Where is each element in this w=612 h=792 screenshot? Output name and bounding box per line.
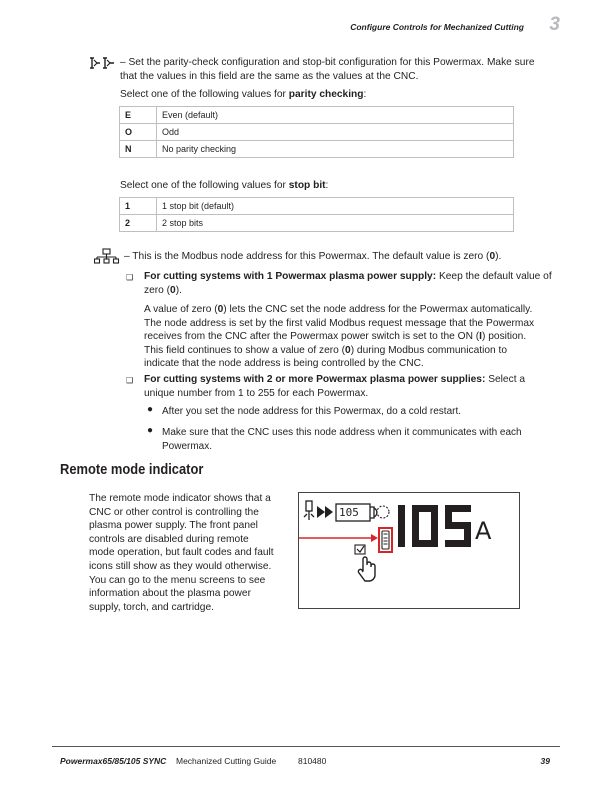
section-heading-text: Remote mode indicator [60, 461, 204, 478]
display-graphics [299, 493, 519, 608]
torch-icon [304, 501, 314, 520]
running-header-title: Configure Controls for Mechanized Cutting [350, 22, 524, 32]
parity-prompt-text: Select one of the following values for [120, 89, 289, 100]
table-value: 1 stop bit (default) [157, 198, 514, 215]
front-panel-display [298, 492, 520, 609]
node-item-1-bold: For cutting systems with 1 Powermax plasma power supply: [144, 271, 437, 282]
node-intro-zero: 0 [489, 251, 496, 262]
remote-line: plasma power supply. The front panel [89, 520, 258, 532]
remote-line: information about the plasma power [89, 588, 251, 600]
node-intro-text: – This is the Modbus node address for this Powermax. The default value is zero ( [124, 251, 490, 262]
remote-line: The remote mode indicator shows that a [89, 493, 271, 504]
parity-prompt-colon: : [363, 89, 367, 100]
table-row [120, 198, 514, 215]
table-key: 2 [120, 215, 157, 232]
remote-line: supply, torch, and cartridge. [89, 601, 214, 613]
node-explanation-line [144, 303, 564, 317]
node-item-1-zero: 0 [170, 284, 176, 296]
stop-bit-prompt [120, 179, 328, 193]
section-heading [60, 461, 227, 478]
remote-line: CNC or other control is controlling the [89, 506, 259, 518]
bullet-icon: ● [147, 404, 154, 415]
table-key: N [120, 141, 157, 158]
node-item-2-bold: For cutting systems with 2 or more Powermax plasma power supplies: [144, 374, 486, 385]
table-row [120, 215, 514, 232]
checkbox-bullet-icon: ❑ [126, 273, 134, 282]
amp-unit: A [475, 517, 492, 545]
node-explanation-line [144, 330, 564, 344]
text-run: receives from the CNC after the Powermax power switch is set to the ON ( [144, 331, 480, 343]
text-run: ) during Modbus communication to [350, 344, 507, 356]
table-key: O [120, 124, 157, 141]
table-row [120, 107, 514, 124]
table-key: 1 [120, 198, 157, 215]
parity-prompt-bold: parity checking [288, 89, 364, 100]
parity-setting-icon [88, 55, 116, 71]
node-item-1 [144, 270, 562, 297]
footer-product: Powermax65/85/105 SYNC [60, 756, 167, 766]
table-value: Odd [157, 124, 514, 141]
text-run: This field continues to show a value of zero ( [144, 344, 346, 356]
big-amperage-digits [398, 505, 471, 547]
chapter-number: 3 [549, 14, 560, 35]
node-item-1-end: ). [175, 284, 182, 296]
parity-intro [120, 56, 540, 83]
node-item-1-text: Keep the default value of zero ( [144, 271, 552, 296]
stop-bit-table [119, 197, 514, 232]
table-value: No parity checking [157, 141, 514, 158]
stop-prompt-text: Select one of the following values for [120, 180, 289, 191]
footer-rule [52, 746, 560, 747]
table-key: E [120, 107, 157, 124]
bullet-icon: ● [147, 425, 154, 436]
node-sub-1: After you set the node address for this Powermax, do a cold restart. [162, 406, 462, 417]
pointer-arrow-icon [371, 534, 378, 542]
parity-intro-text: – Set the parity-check configuration and stop-bit configuration for this Powermax. Make sure that the values in this field are the same as the values at the CNC. [120, 57, 535, 82]
node-explanation [144, 303, 564, 371]
parity-table [119, 106, 514, 158]
node-explanation-line [144, 344, 564, 358]
parity-prompt [120, 88, 366, 102]
text-run-bold: I [479, 331, 483, 343]
gauge-icon [377, 506, 389, 518]
text-run: ) position. [482, 331, 527, 343]
arrow-icon [317, 506, 333, 518]
node-item-2-text: Select a unique number from 1 to 255 for each Powermax. [144, 374, 526, 399]
node-item-2 [144, 373, 554, 400]
node-intro [124, 250, 501, 264]
remote-description [89, 492, 289, 614]
remote-line: mode operation, but fault codes and fault [89, 547, 274, 559]
node-explanation-line: The node address is set by the first valid Modbus request message that the Powermax [144, 317, 535, 329]
hand-icon [358, 557, 375, 581]
node-sub-2: Make sure that the CNC uses this node address when it communicates with each Powermax. [162, 427, 522, 452]
table-row [120, 124, 514, 141]
stop-prompt-colon: : [325, 180, 329, 191]
text-run: A value of zero ( [144, 304, 218, 315]
node-intro-end: ). [495, 251, 502, 262]
remote-line: controls are disabled during remote [89, 533, 249, 545]
text-run-bold: 0 [217, 304, 224, 315]
table-value: 2 stop bits [157, 215, 514, 232]
stop-prompt-bold: stop bit [288, 180, 326, 191]
footer-doc-number: 810480 [298, 756, 327, 766]
remote-line: You can go to the menu screens to see [89, 574, 266, 586]
small-readout-value: 105 [339, 506, 359, 519]
text-run-bold: 0 [345, 344, 351, 356]
table-value: Even (default) [157, 107, 514, 124]
remote-line: icons still show as they would otherwise. [89, 560, 272, 572]
table-row [120, 141, 514, 158]
network-node-icon [94, 248, 120, 264]
checkbox-bullet-icon: ❑ [126, 376, 134, 385]
node-explanation-line: indicate that the node address is being controlled by the CNC. [144, 358, 424, 370]
page-number: 39 [540, 756, 550, 766]
remote-highlight-box [379, 528, 392, 552]
footer-guide: Mechanized Cutting Guide [176, 756, 277, 766]
text-run: ) lets the CNC set the node address for the Powermax automatically. [223, 304, 533, 315]
